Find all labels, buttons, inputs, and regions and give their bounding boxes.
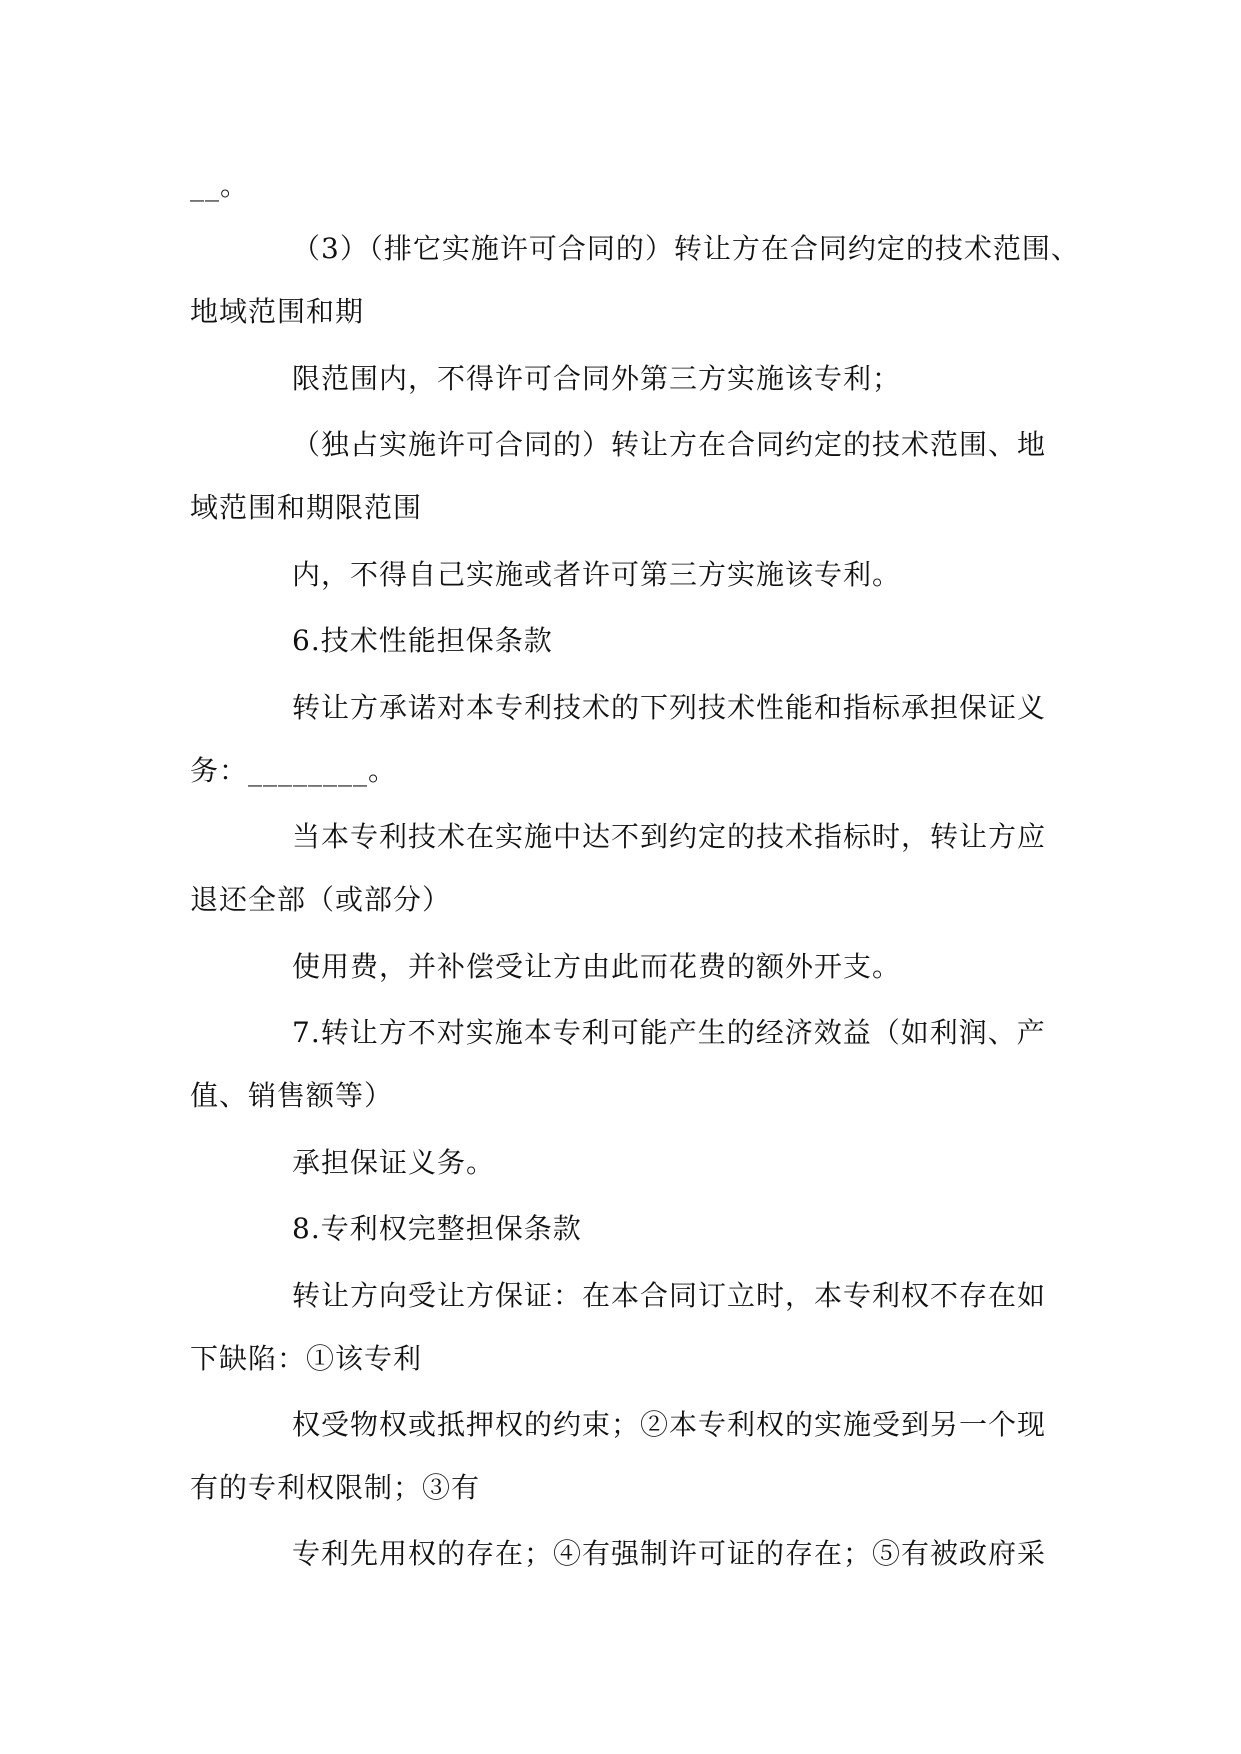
section-heading: 7.转让方不对实施本专利可能产生的经济效益（如利润、产 bbox=[292, 1016, 1046, 1049]
text-line: 务：________。 bbox=[190, 754, 398, 787]
text-line: 值、销售额等） bbox=[190, 1079, 394, 1112]
text-line: 专利先用权的存在；④有强制许可证的存在；⑤有被政府采 bbox=[292, 1537, 1047, 1570]
text-line: 权受物权或抵押权的约束；②本专利权的实施受到另一个现 bbox=[292, 1408, 1047, 1441]
text-line: 下缺陷：①该专利 bbox=[190, 1342, 423, 1375]
text-line: 限范围内，不得许可合同外第三方实施该专利； bbox=[292, 362, 902, 395]
text-line: 地域范围和期 bbox=[190, 295, 365, 328]
text-line: 当本专利技术在实施中达不到约定的技术指标时，转让方应 bbox=[292, 820, 1047, 853]
text-line: （独占实施许可合同的）转让方在合同约定的技术范围、地 bbox=[292, 428, 1047, 461]
section-heading: 6.技术性能担保条款 bbox=[292, 624, 553, 657]
text-line: 转让方承诺对本专利技术的下列技术性能和指标承担保证义 bbox=[292, 691, 1047, 724]
section-heading: 8.专利权完整担保条款 bbox=[292, 1212, 582, 1245]
text-line: 有的专利权限制；③有 bbox=[190, 1471, 481, 1504]
text-line: （3）（排它实施许可合同的）转让方在合同约定的技术范围、 bbox=[292, 232, 1080, 265]
text-line: 内，不得自己实施或者许可第三方实施该专利。 bbox=[292, 558, 902, 591]
text-line: __。 bbox=[190, 169, 250, 202]
text-line: 转让方向受让方保证：在本合同订立时，本专利权不存在如 bbox=[292, 1279, 1047, 1312]
text-line: 承担保证义务。 bbox=[292, 1146, 496, 1179]
text-line: 退还全部（或部分） bbox=[190, 883, 452, 916]
text-line: 域范围和期限范围 bbox=[190, 491, 423, 524]
text-line: 使用费，并补偿受让方由此而花费的额外开支。 bbox=[292, 950, 902, 983]
